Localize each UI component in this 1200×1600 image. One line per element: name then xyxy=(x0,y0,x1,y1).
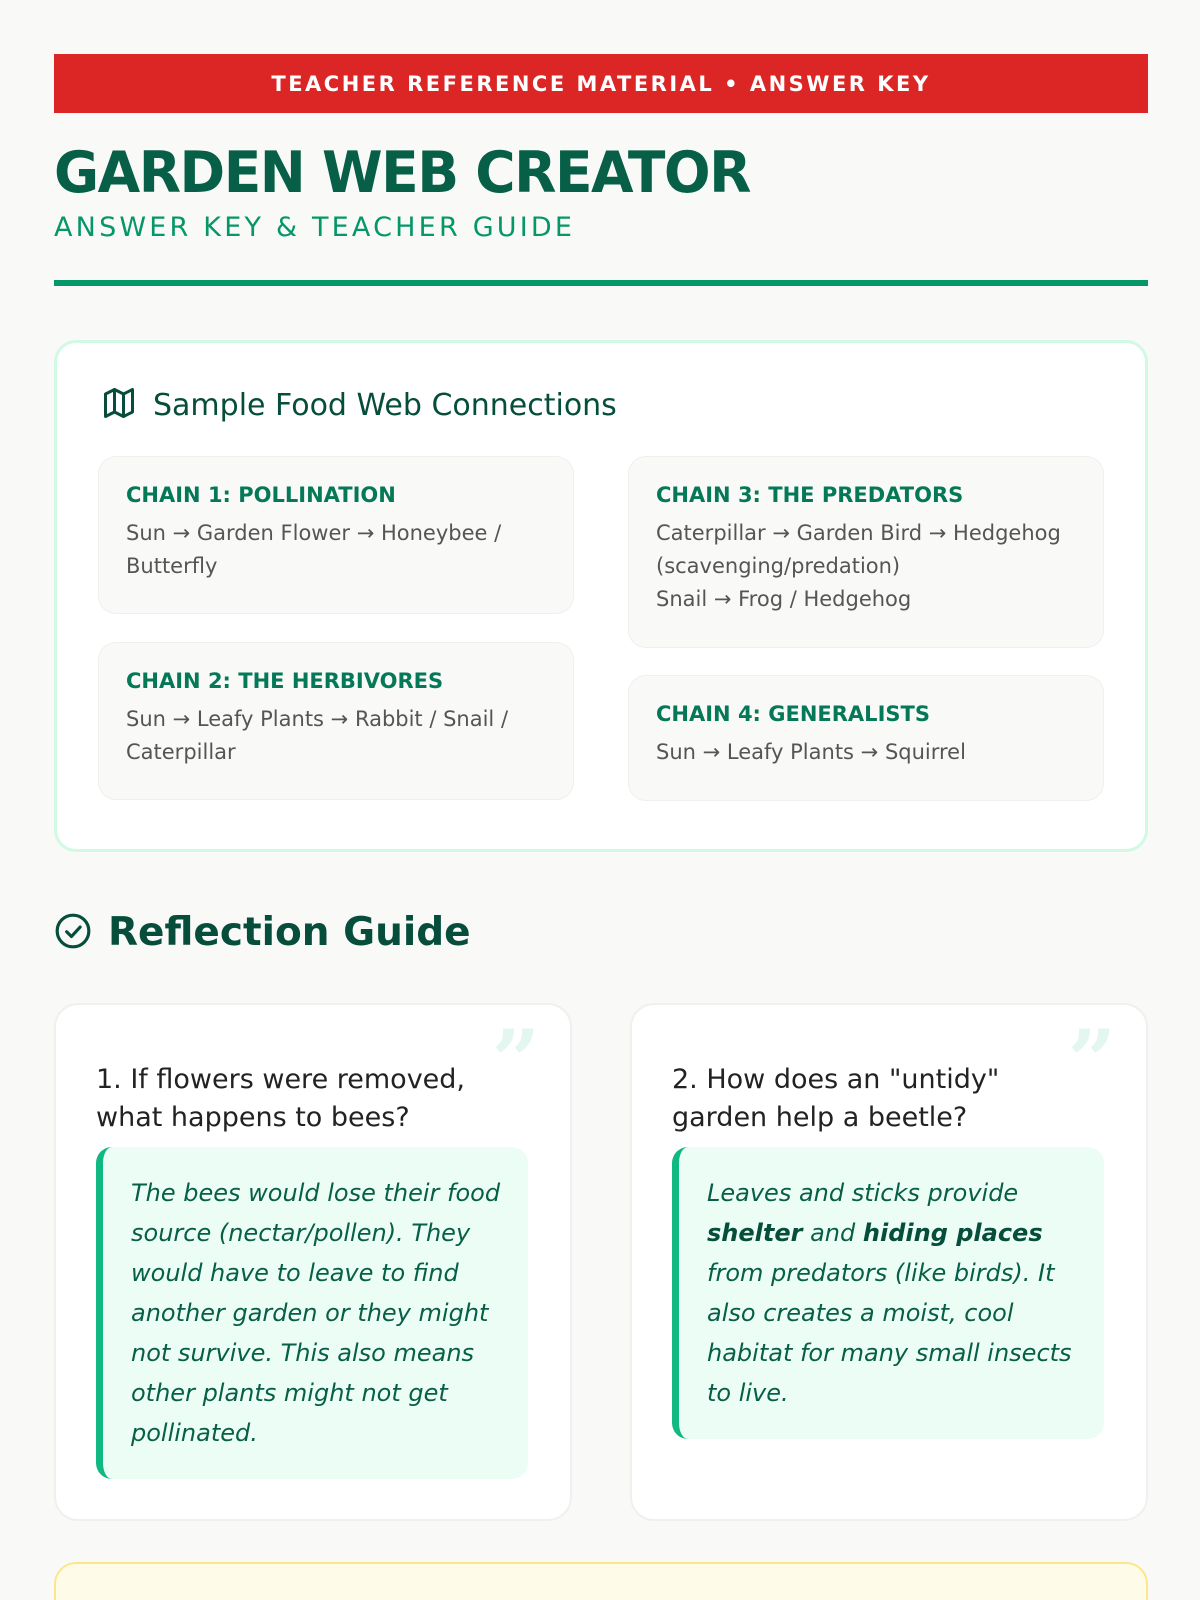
answer-text: The bees would lose their food source (nectar/pollen). They would have to leave to find another garden or they might not survive. This also means other plants might not get pollinated. xyxy=(131,1179,501,1447)
chain-card xyxy=(628,675,1104,801)
answer-text: and xyxy=(802,1219,863,1247)
question-text: 2. How does an "untidy" garden help a beetle? xyxy=(672,1064,1000,1133)
teacher-banner: TEACHER REFERENCE MATERIAL • ANSWER KEY xyxy=(54,54,1148,113)
chain-line: Sun → Garden Flower → Honeybee / Butterfly xyxy=(126,521,502,578)
answer-highlight: shelter xyxy=(707,1219,803,1247)
reflection-question-card xyxy=(54,1003,572,1521)
header-divider xyxy=(54,280,1148,286)
chain-line: Caterpillar → Garden Bird → Hedgehog (scavenging/predation) xyxy=(656,521,1061,578)
quote-icon: ” xyxy=(491,1011,540,1110)
chain-line: Sun → Leafy Plants → Rabbit / Snail / Caterpillar xyxy=(126,707,509,764)
chain-line: Sun → Leafy Plants → Squirrel xyxy=(656,740,966,764)
chain-title: CHAIN 3: THE PREDATORS xyxy=(656,483,964,507)
chain-title: CHAIN 4: GENERALISTS xyxy=(656,702,930,726)
reflection-header xyxy=(54,910,471,955)
food-web-header xyxy=(101,385,617,425)
chain-line: Snail → Frog / Hedgehog xyxy=(656,587,912,611)
chain-title: CHAIN 1: POLLINATION xyxy=(126,483,396,507)
chain-card xyxy=(98,642,574,800)
page-subtitle: ANSWER KEY & TEACHER GUIDE xyxy=(54,212,576,243)
food-web-card xyxy=(54,340,1148,852)
answer-box xyxy=(672,1147,1104,1439)
answer-text: from predators (like birds). It also creates a moist, cool habitat for many small insects to live. xyxy=(707,1259,1072,1407)
food-web-title: Sample Food Web Connections xyxy=(153,387,617,423)
question-text: 1. If flowers were removed, what happens to bees? xyxy=(96,1064,466,1133)
chain-title: CHAIN 2: THE HERBIVORES xyxy=(126,669,444,693)
answer-box xyxy=(96,1147,528,1479)
answer-text: Leaves and sticks provide xyxy=(707,1179,1019,1207)
quote-icon: ” xyxy=(1067,1011,1116,1110)
chain-card xyxy=(628,456,1104,648)
note-card xyxy=(54,1562,1148,1600)
reflection-question-card xyxy=(630,1003,1148,1521)
check-circle-icon xyxy=(54,912,92,954)
chain-card xyxy=(98,456,574,614)
reflection-title: Reflection Guide xyxy=(108,910,471,955)
answer-highlight: hiding places xyxy=(862,1219,1043,1247)
page-title: GARDEN WEB CREATOR xyxy=(54,138,750,206)
map-icon xyxy=(101,385,137,425)
